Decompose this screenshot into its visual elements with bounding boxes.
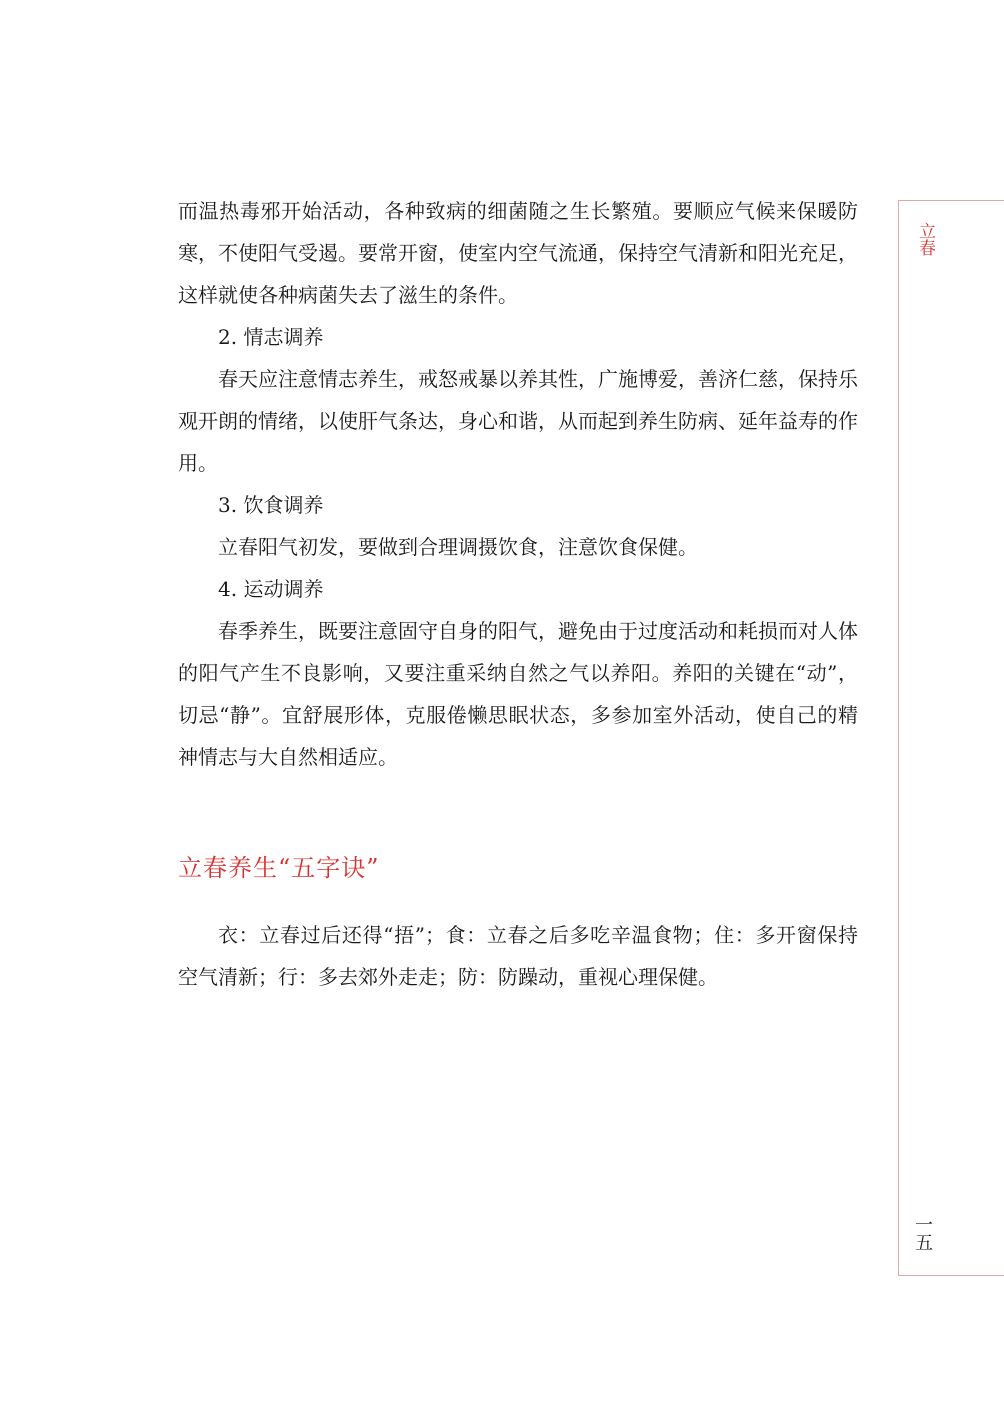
side-tab-frame [898, 200, 1004, 1276]
subheading-exercise-care: 4. 运动调养 [218, 577, 324, 601]
page-content [178, 190, 858, 998]
body-paragraph-emotional-care: 春天应注意情志养生，戒怒戒暴以养其性，广施博爱，善济仁慈，保持乐观开朗的情绪，以使肝气条达，身心和谐，从而起到养生防病、延年益寿的作用。 [178, 367, 858, 475]
section-title: 立春养生“五字诀” [178, 854, 380, 882]
body-paragraph-diet-care: 立春阳气初发，要做到合理调摄饮食，注意饮食保健。 [218, 535, 698, 559]
body-paragraph-continued: 而温热毒邪开始活动，各种致病的细菌随之生长繁殖。要顺应气候来保暖防寒，不使阳气受遏。要常开窗，使室内空气流通，保持空气清新和阳光充足，这样就使各种病菌失去了滋生的条件。 [178, 199, 858, 307]
page-number: 一五 [912, 1215, 933, 1251]
side-tab-label: 立春 [915, 222, 935, 256]
section-paragraph: 衣：立春过后还得“捂”；食：立春之后多吃辛温食物；住：多开窗保持空气清新；行：多去郊外走走；防：防躁动，重视心理保健。 [178, 923, 858, 989]
subheading-diet-care: 3. 饮食调养 [218, 493, 324, 517]
body-paragraph-exercise-care: 春季养生，既要注意固守自身的阳气，避免由于过度活动和耗损而对人体的阳气产生不良影响，又要注重采纳自然之气以养阳。养阳的关键在“动”，切忌“静”。宜舒展形体，克服倦懒思眠状态，多参加室外活动，使自己的精神情志与大自然相适应。 [178, 619, 858, 769]
subheading-emotional-care: 2. 情志调养 [218, 325, 324, 349]
